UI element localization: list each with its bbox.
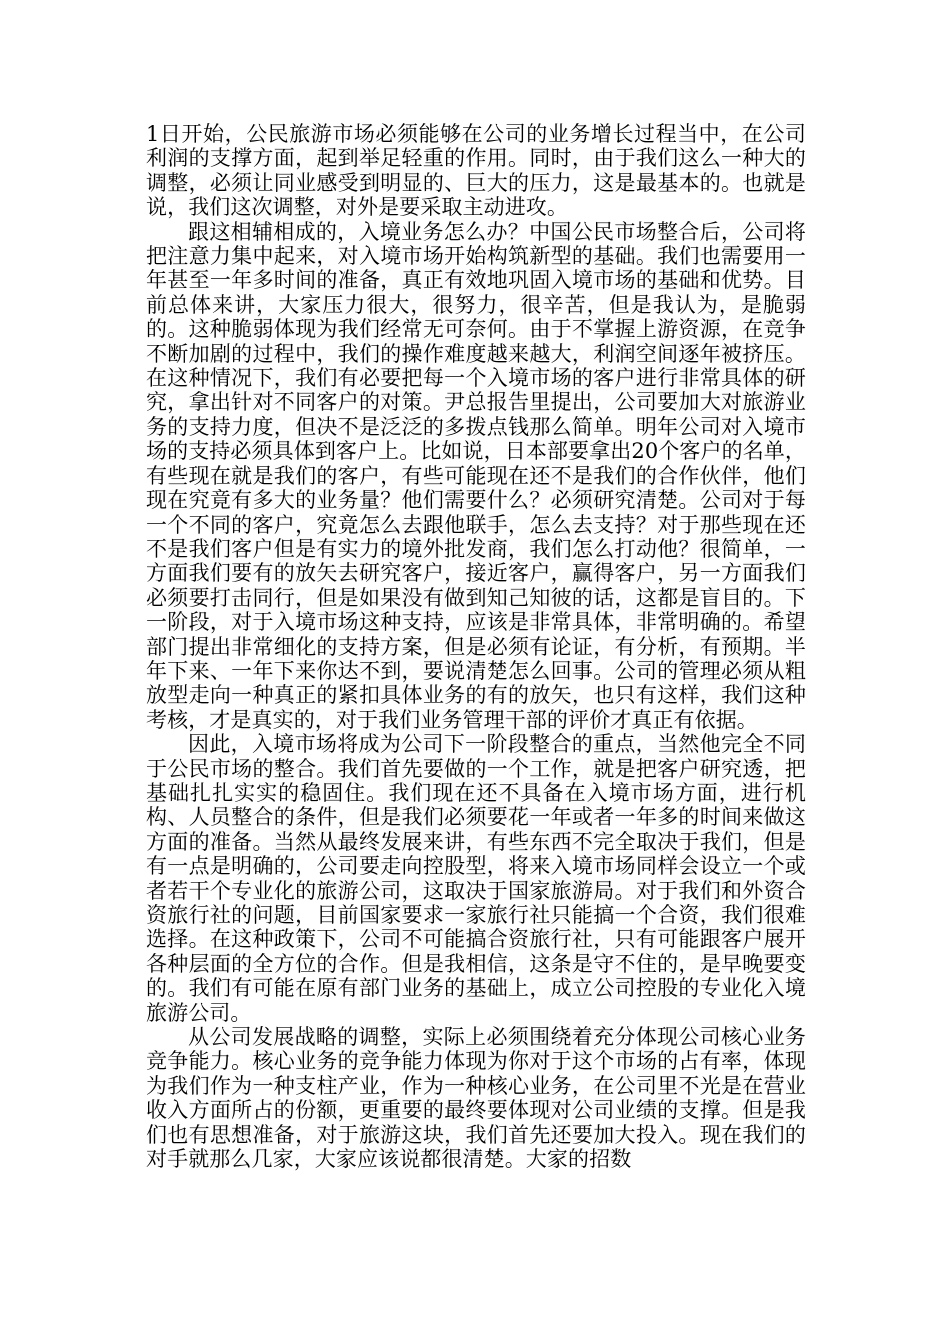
paragraph-1: 1日开始，公民旅游市场必须能够在公司的业务增长过程当中，在公司利润的支撑方面，起到举足轻重的作用。同时，由于我们这么一种大的调整，必须让同业感受到明显的、巨大的压力，这是最基本的。也就是说，我们这次调整，对外是要采取主动进攻。 — [146, 122, 806, 220]
paragraph-4: 从公司发展战略的调整，实际上必须围绕着充分体现公司核心业务竞争能力。核心业务的竞争能力体现为你对于这个市场的占有率，体现为我们作为一种支柱产业，作为一种核心业务，在公司里不光是在营业收入方面所占的份额，更重要的最终要体现对公司业绩的支撑。但是我们也有思想准备，对于旅游这块，我们首先还要加大投入。现在我们的对手就那么几家，大家应该说都很清楚。大家的招数 — [146, 1025, 806, 1172]
document-page — [146, 122, 806, 1171]
paragraph-3: 因此，入境市场将成为公司下一阶段整合的重点，当然他完全不同于公民市场的整合。我们首先要做的一个工作，就是把客户研究透，把基础扎扎实实的稳固住。我们现在还不具备在入境市场方面，进行机构、人员整合的条件，但是我们必须要花一年或者一年多的时间来做这方面的准备。当然从最终发展来讲，有些东西不完全取决于我们，但是有一点是明确的，公司要走向控股型，将来入境市场同样会设立一个或者若干个专业化的旅游公司，这取决于国家旅游局。对于我们和外资合资旅行社的问题，目前国家要求一家旅行社只能搞一个合资，我们很难选择。在这种政策下，公司不可能搞合资旅行社，只有可能跟客户展开各种层面的全方位的合作。但是我相信，这条是守不住的，是早晚要变的。我们有可能在原有部门业务的基础上，成立公司控股的专业化入境旅游公司。 — [146, 732, 806, 1025]
paragraph-2: 跟这相辅相成的，入境业务怎么办？中国公民市场整合后，公司将把注意力集中起来，对入境市场开始构筑新型的基础。我们也需要用一年甚至一年多时间的准备，真正有效地巩固入境市场的基础和优势。目前总体来讲，大家压力很大，很努力，很辛苦，但是我认为，是脆弱的。这种脆弱体现为我们经常无可奈何。由于不掌握上游资源，在竞争不断加剧的过程中，我们的操作难度越来越大，利润空间逐年被挤压。在这种情况下，我们有必要把每一个入境市场的客户进行非常具体的研究，拿出针对不同客户的对策。尹总报告里提出，公司要加大对旅游业务的支持力度，但决不是泛泛的多拨点钱那么简单。明年公司对入境市场的支持必须具体到客户上。比如说，日本部要拿出20个客户的名单，有些现在就是我们的客户，有些可能现在还不是我们的合作伙伴，他们现在究竟有多大的业务量？他们需要什么？必须研究清楚。公司对于每一个不同的客户，究竟怎么去跟他联手，怎么去支持？对于那些现在还不是我们客户但是有实力的境外批发商，我们怎么打动他？很简单，一方面我们要有的放矢去研究客户，接近客户，赢得客户，另一方面我们必须要打击同行，但是如果没有做到知己知彼的话，这都是盲目的。下一阶段，对于入境市场这种支持，应该是非常具体，非常明确的。希望部门提出非常细化的支持方案，但是必须有论证，有分析，有预期。半年下来、一年下来你达不到，要说清楚怎么回事。公司的管理必须从粗放型走向一种真正的紧扣具体业务的有的放矢，也只有这样，我们这种考核，才是真实的，对于我们业务管理干部的评价才真正有依据。 — [146, 219, 806, 732]
